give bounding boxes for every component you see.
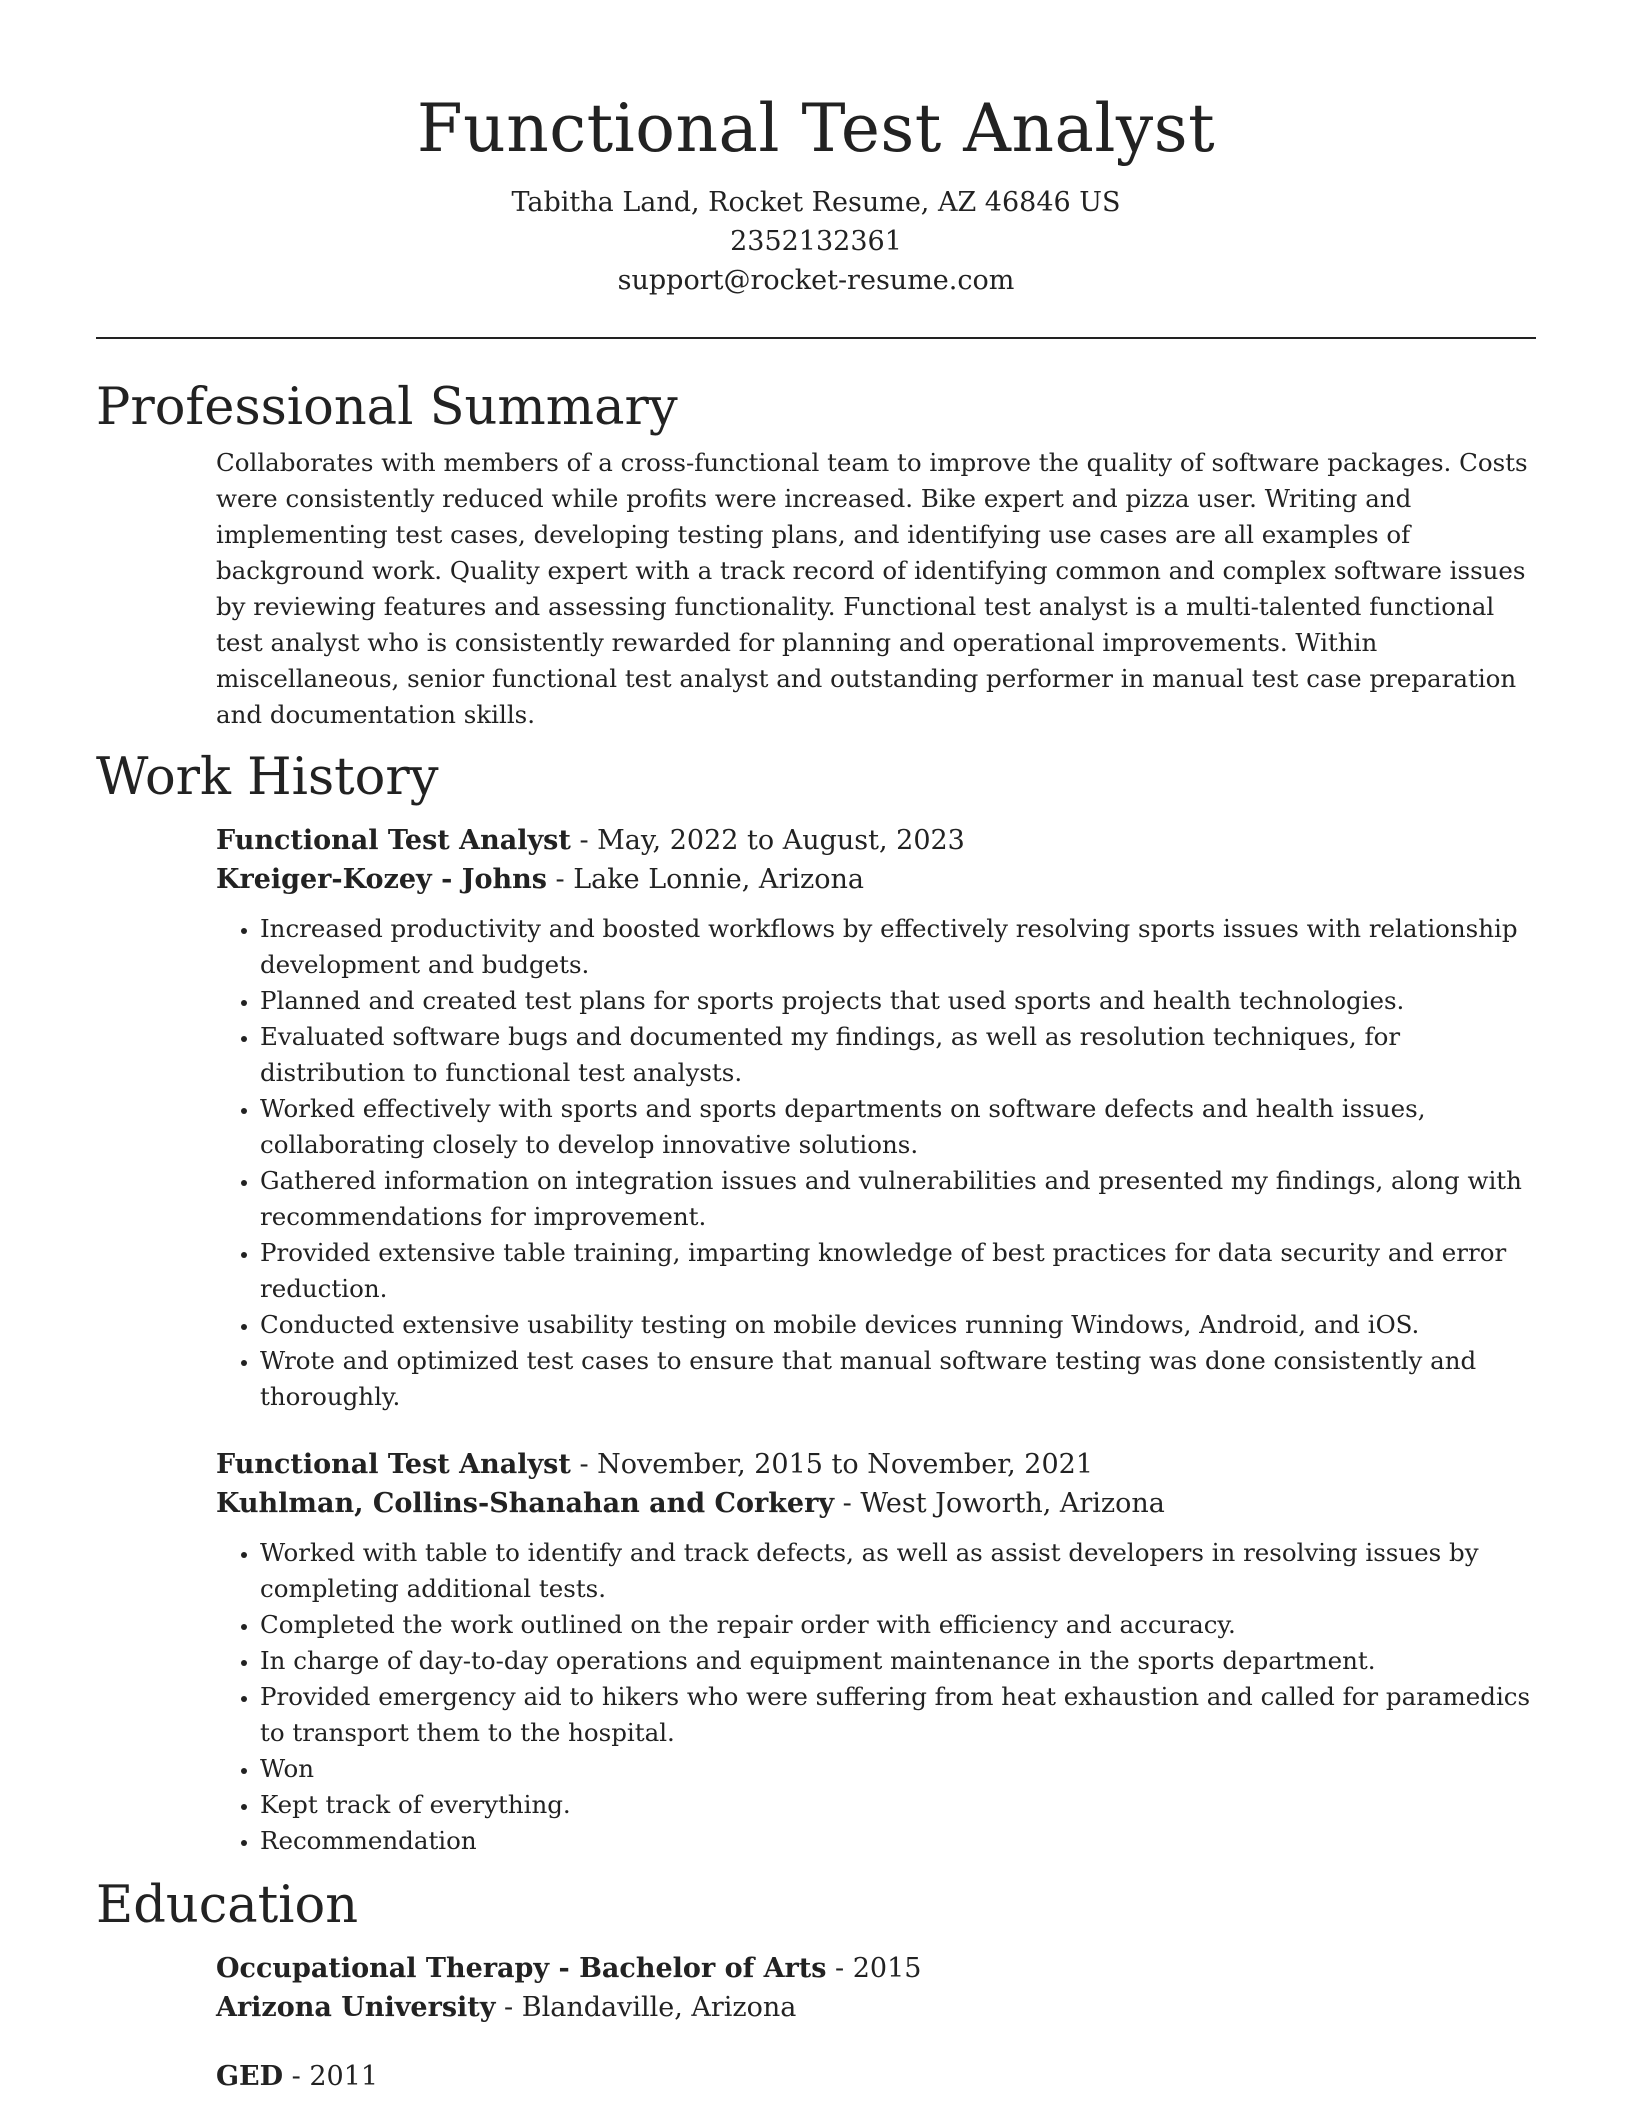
contact-phone: 2352132361 — [730, 226, 902, 257]
list-item: • Worked with table to identify and track defects, as well as assist developers in resolving issues by completing additional tests. — [260, 1535, 1536, 1607]
job-location: - Lake Lonnie, Arizona — [546, 864, 864, 895]
contact-address: Tabitha Land, Rocket Resume, AZ 46846 US — [511, 187, 1121, 218]
list-item: • Recommendation — [260, 1823, 1536, 1859]
education-school-line — [216, 1988, 1536, 2027]
education-section — [96, 1871, 1536, 2096]
job-bullet-list — [216, 911, 1536, 1415]
list-item: • Wrote and optimized test cases to ensure that manual software testing was done consistently and thoroughly. — [260, 1343, 1536, 1415]
job-title-line — [216, 821, 1536, 860]
list-item: • Completed the work outlined on the repair order with efficiency and accuracy. — [260, 1607, 1536, 1643]
list-item: • Won — [260, 1751, 1536, 1787]
list-item: • Kept track of everything. — [260, 1787, 1536, 1823]
education-degree: Occupational Therapy - Bachelor of Arts — [216, 1953, 827, 1984]
list-item: • Increased productivity and boosted workflows by effectively resolving sports issues with relationship development and budgets. — [260, 911, 1536, 983]
education-location: - Blandaville, Arizona — [495, 1992, 797, 2023]
header-divider — [96, 337, 1536, 339]
list-item: • Gathered information on integration issues and vulnerabilities and presented my findings, along with recommendations for improvement. — [260, 1163, 1536, 1235]
list-item: • Provided extensive table training, imparting knowledge of best practices for data security and error reduction. — [260, 1235, 1536, 1307]
summary-section — [96, 373, 1536, 733]
job-company-line — [216, 1484, 1536, 1523]
job-company-line — [216, 860, 1536, 899]
list-item: • In charge of day-to-day operations and equipment maintenance in the sports department. — [260, 1643, 1536, 1679]
summary-heading: Professional Summary — [96, 378, 678, 437]
contact-email[interactable]: support@rocket-resume.com — [617, 265, 1015, 296]
job-dates: - November, 2015 to November, 2021 — [570, 1449, 1094, 1480]
job-location: - West Joworth, Arizona — [834, 1488, 1165, 1519]
list-item: • Planned and created test plans for sports projects that used sports and health technologies. — [260, 983, 1536, 1019]
list-item: • Worked effectively with sports and sports departments on software defects and health issues, collaborating closely to develop innovative solutions. — [260, 1091, 1536, 1163]
job-title-line — [216, 1445, 1536, 1484]
education-year: - 2011 — [283, 2061, 379, 2092]
job-company: Kuhlman, Collins-Shanahan and Corkery — [216, 1488, 835, 1519]
resume-header — [96, 0, 1536, 300]
education-heading: Education — [96, 1876, 359, 1935]
resume-page — [96, 0, 1536, 2096]
summary-text: Collaborates with members of a cross-functional team to improve the quality of software packages. Costs were consistently reduced while profits were increased. Bike expert and pizza user. Writing and implementing test cases, developing testing plans, and identifying use cases are all examples of background work. Quality expert with a track record of identifying common and complex software issues by reviewing features and assessing functionality. Functional test analyst is a multi-talented functional test analyst who is consistently rewarded for planning and operational improvements. Within miscellaneous, senior functional test analyst and outstanding performer in manual test case preparation and documentation skills. — [216, 448, 1528, 729]
list-item: • Provided emergency aid to hikers who were suffering from heat exhaustion and called for paramedics to transport them to the hospital. — [260, 1679, 1536, 1751]
job-entry — [216, 1445, 1536, 1859]
job-role: Functional Test Analyst — [216, 1449, 571, 1480]
work-history-heading: Work History — [96, 748, 439, 807]
education-school: Arizona University — [216, 1992, 496, 2023]
job-bullet-list — [216, 1535, 1536, 1859]
list-item: • Conducted extensive usability testing on mobile devices running Windows, Android, and iOS. — [260, 1307, 1536, 1343]
summary-body — [216, 445, 1536, 733]
education-entry — [216, 2057, 1536, 2096]
work-history-section — [96, 743, 1536, 1859]
education-degree-line — [216, 1949, 1536, 1988]
job-dates: - May, 2022 to August, 2023 — [570, 825, 965, 856]
education-year: - 2015 — [826, 1953, 922, 1984]
education-degree-line — [216, 2057, 1536, 2096]
education-degree: GED — [216, 2061, 284, 2092]
education-entry — [216, 1949, 1536, 2027]
job-entry — [216, 821, 1536, 1415]
resume-title: Functional Test Analyst — [416, 90, 1216, 167]
job-company: Kreiger-Kozey - Johns — [216, 864, 547, 895]
list-item: • Evaluated software bugs and documented my findings, as well as resolution techniques, for distribution to functional test analysts. — [260, 1019, 1536, 1091]
job-role: Functional Test Analyst — [216, 825, 571, 856]
